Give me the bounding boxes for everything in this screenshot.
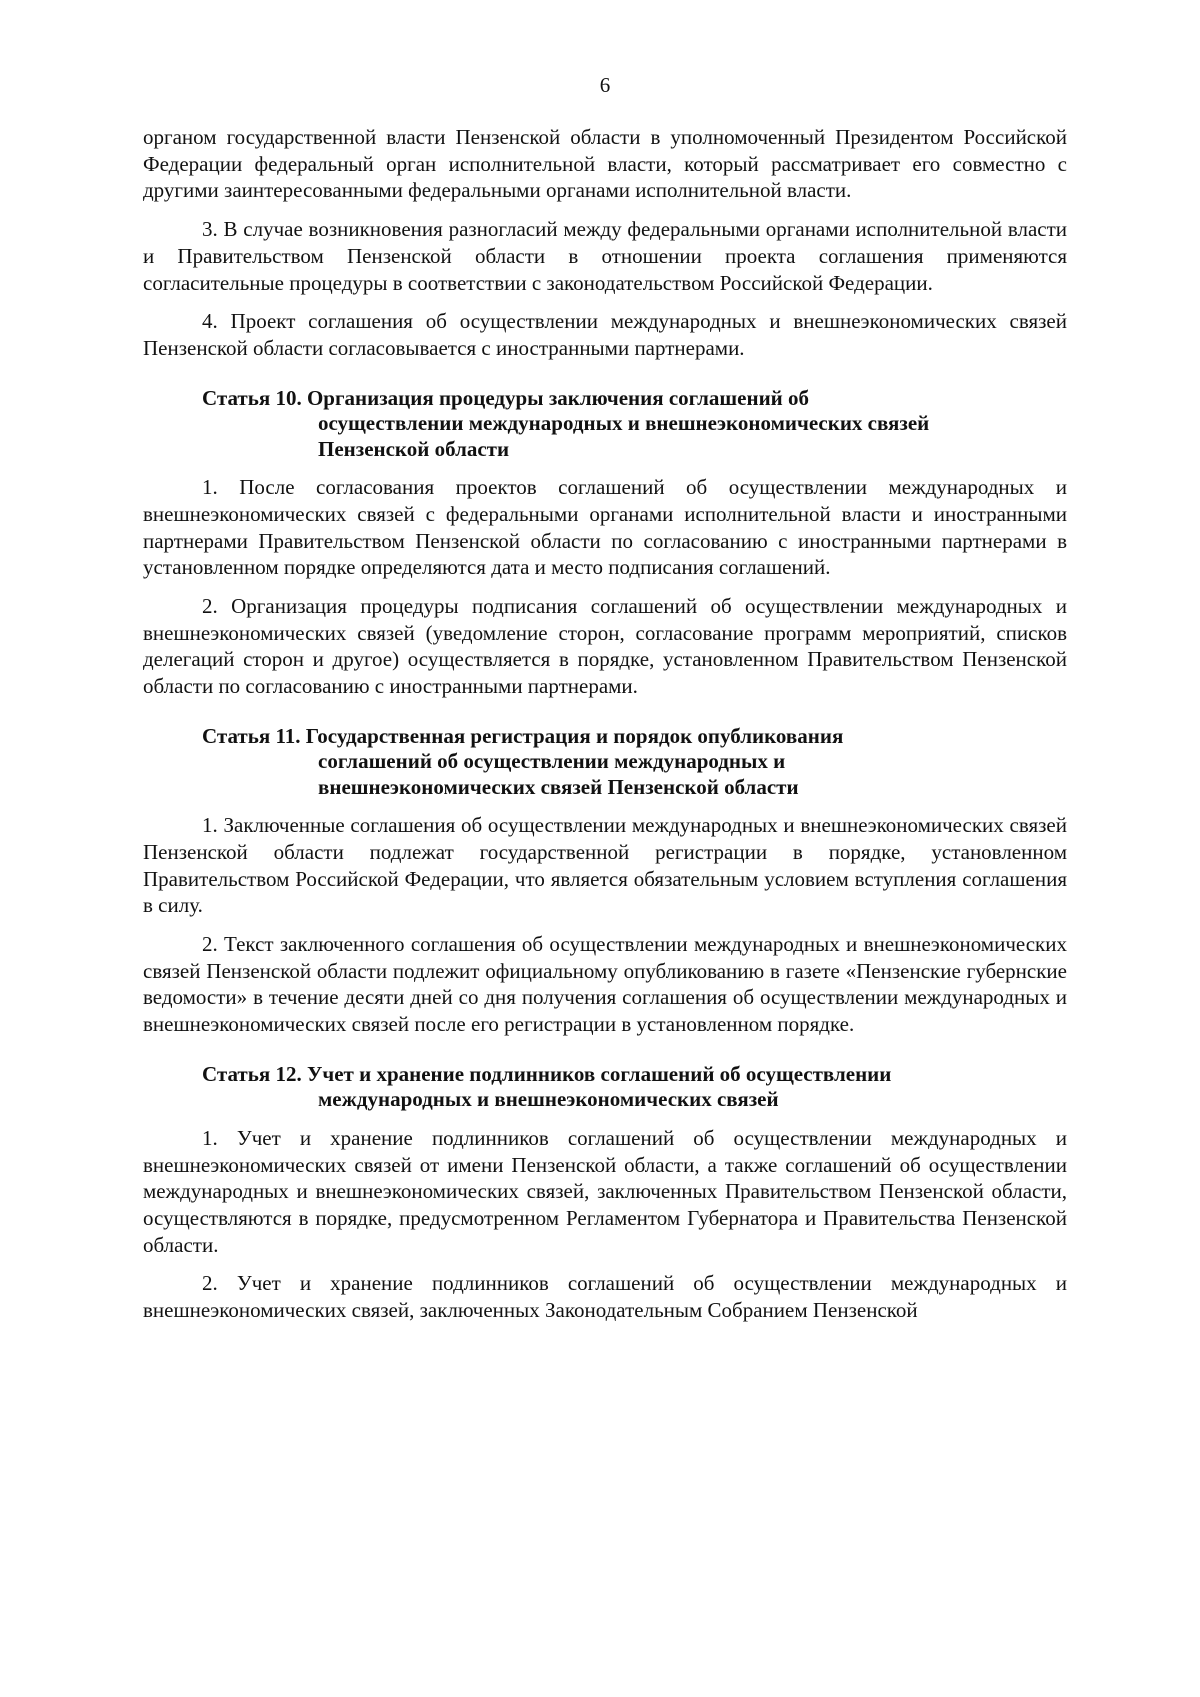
heading-line: Статья 10. Организация процедуры заключения соглашений об xyxy=(202,385,810,410)
article-11-paragraph-2: 2. Текст заключенного соглашения об осуществлении международных и внешнеэкономических связей Пензенской области подлежит официальному опубликованию в газете «Пензенские губернские ведомости» в течение десяти дней со дня получения соглашения об осуществлении международных и внешнеэкономических связей после его регистрации в установленном порядке. xyxy=(143,932,1067,1037)
article-10-heading xyxy=(143,386,1067,463)
article-11-paragraph-1: 1. Заключенные соглашения об осуществлении международных и внешнеэкономических связей Пензенской области подлежат государственной регистрации в порядке, установленном Правительством Российской Федерации, что является обязательным условием вступления соглашения в силу. xyxy=(143,813,1067,918)
heading-line: Статья 12. Учет и хранение подлинников соглашений об осуществлении xyxy=(202,1061,892,1086)
page-number: 6 xyxy=(599,73,611,97)
heading-line: Пензенской области xyxy=(318,436,510,461)
paragraph-item-3: 3. В случае возникновения разногласий между федеральными органами исполнительной власти и Правительством Пензенской области в отношении проекта соглашения применяются согласительные процедуры в соответствии с законодательством Российской Федерации. xyxy=(143,217,1067,295)
article-12-heading xyxy=(143,1062,1067,1113)
paragraph-continuation: органом государственной власти Пензенской области в уполномоченный Президентом Российской Федерации федеральный орган исполнительной власти, который рассматривает его совместно с другими заинтересованными федеральными органами исполнительной власти. xyxy=(143,125,1067,203)
article-11-heading xyxy=(143,724,1067,801)
heading-line: Статья 11. Государственная регистрация и порядок опубликования xyxy=(202,723,844,748)
article-10-paragraph-2: 2. Организация процедуры подписания соглашений об осуществлении международных и внешнеэкономических связей (уведомление сторон, согласование программ мероприятий, списков делегаций сторон и другое) осуществляется в порядке, установленном Правительством Пензенской области по согласованию с иностранными партнерами. xyxy=(143,593,1067,699)
heading-line: соглашений об осуществлении международных и xyxy=(318,749,786,774)
heading-line: осуществлении международных и внешнеэкономических связей xyxy=(318,411,930,436)
heading-line: международных и внешнеэкономических связей xyxy=(318,1087,779,1112)
article-12-paragraph-1: 1. Учет и хранение подлинников соглашений об осуществлении международных и внешнеэкономических связей от имени Пензенской области, а также соглашений об осуществлении международных и внешнеэкономических связей, заключенных Правительством Пензенской области, осуществляются в порядке, предусмотренном Регламентом Губернатора и Правительства Пензенской области. xyxy=(143,1125,1067,1257)
paragraph-item-4: 4. Проект соглашения об осуществлении международных и внешнеэкономических связей Пензенской области согласовывается с иностранными партнерами. xyxy=(143,309,1067,360)
document-page xyxy=(143,72,1067,1336)
article-12-paragraph-2: 2. Учет и хранение подлинников соглашений об осуществлении международных и внешнеэкономических связей, заключенных Законодательным Собранием Пензенской xyxy=(143,1271,1067,1323)
article-10-paragraph-1: 1. После согласования проектов соглашений об осуществлении международных и внешнеэкономических связей с федеральными органами исполнительной власти и иностранными партнерами Правительством Пензенской области по согласованию с иностранными партнерами в установленном порядке определяются дата и место подписания соглашений. xyxy=(143,475,1067,580)
heading-line: внешнеэкономических связей Пензенской области xyxy=(318,774,799,799)
